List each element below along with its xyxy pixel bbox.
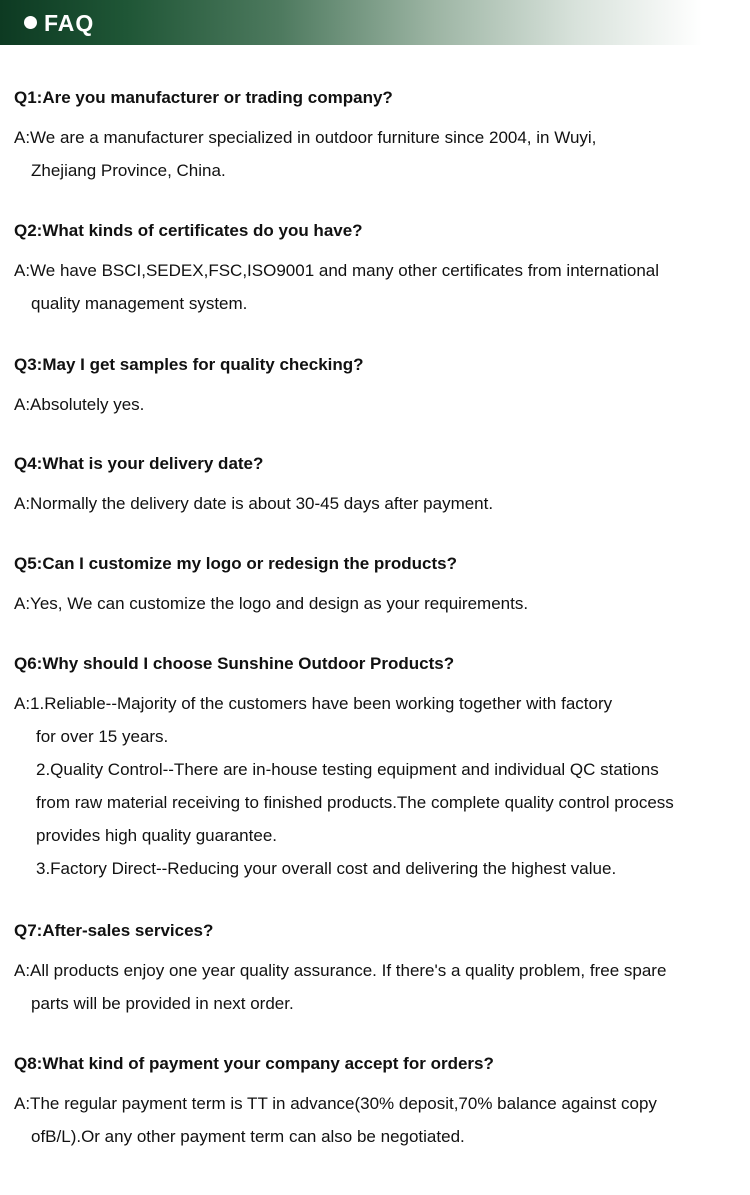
faq-answer [14, 121, 746, 187]
faq-header-bar [0, 0, 702, 45]
faq-question: Q6:Why should I choose Sunshine Outdoor Products? [14, 654, 455, 673]
faq-item-3 [14, 355, 746, 421]
faq-header-title: FAQ [44, 10, 95, 36]
faq-answer [14, 254, 746, 320]
faq-answer-line: A:Yes, We can customize the logo and design as your requirements. [14, 594, 529, 613]
faq-question: Q8:What kind of payment your company accept for orders? [14, 1054, 494, 1073]
faq-answer-line: parts will be provided in next order. [31, 994, 294, 1013]
bullet-dot-icon [24, 16, 37, 29]
faq-answer [14, 587, 746, 620]
faq-item-1 [14, 88, 746, 187]
faq-answer-line: 2.Quality Control--There are in-house testing equipment and individual QC stations [36, 760, 659, 779]
faq-item-5 [14, 554, 746, 620]
faq-item-8 [14, 1054, 746, 1153]
faq-answer-line: Zhejiang Province, China. [31, 161, 226, 180]
faq-item-4 [14, 454, 746, 520]
faq-answer-line: provides high quality guarantee. [36, 826, 277, 845]
faq-answer-line: A:1.Reliable--Majority of the customers have been working together with factory [14, 694, 613, 713]
faq-answer-line: ofB/L).Or any other payment term can also be negotiated. [31, 1127, 465, 1146]
faq-question: Q3:May I get samples for quality checking? [14, 355, 364, 374]
faq-answer-line: A:We are a manufacturer specialized in outdoor furniture since 2004, in Wuyi, [14, 128, 597, 147]
faq-answer-line: 3.Factory Direct--Reducing your overall cost and delivering the highest value. [36, 859, 617, 878]
faq-answer [14, 954, 746, 1020]
faq-answer [14, 388, 746, 421]
faq-answer-line: A:Absolutely yes. [14, 395, 145, 414]
faq-question: Q1:Are you manufacturer or trading company? [14, 88, 393, 107]
faq-answer-line: from raw material receiving to finished products.The complete quality control process [36, 793, 674, 812]
faq-item-7 [14, 921, 746, 1020]
faq-answer-line: A:All products enjoy one year quality assurance. If there's a quality problem, free spare [14, 961, 667, 980]
faq-answer-line: A:Normally the delivery date is about 30-45 days after payment. [14, 494, 494, 513]
faq-answer-line: A:We have BSCI,SEDEX,FSC,ISO9001 and many other certificates from international [14, 261, 660, 280]
faq-question: Q5:Can I customize my logo or redesign the products? [14, 554, 458, 573]
faq-question: Q7:After-sales services? [14, 921, 214, 940]
faq-item-6 [14, 654, 746, 885]
faq-answer-line: quality management system. [31, 294, 248, 313]
faq-item-2 [14, 221, 746, 320]
faq-question: Q4:What is your delivery date? [14, 454, 264, 473]
faq-answer-line: A:The regular payment term is TT in advance(30% deposit,70% balance against copy [14, 1094, 657, 1113]
faq-answer [14, 687, 746, 885]
faq-answer-line: for over 15 years. [36, 727, 169, 746]
faq-question: Q2:What kinds of certificates do you have? [14, 221, 363, 240]
faq-answer [14, 487, 746, 520]
faq-answer [14, 1087, 746, 1153]
